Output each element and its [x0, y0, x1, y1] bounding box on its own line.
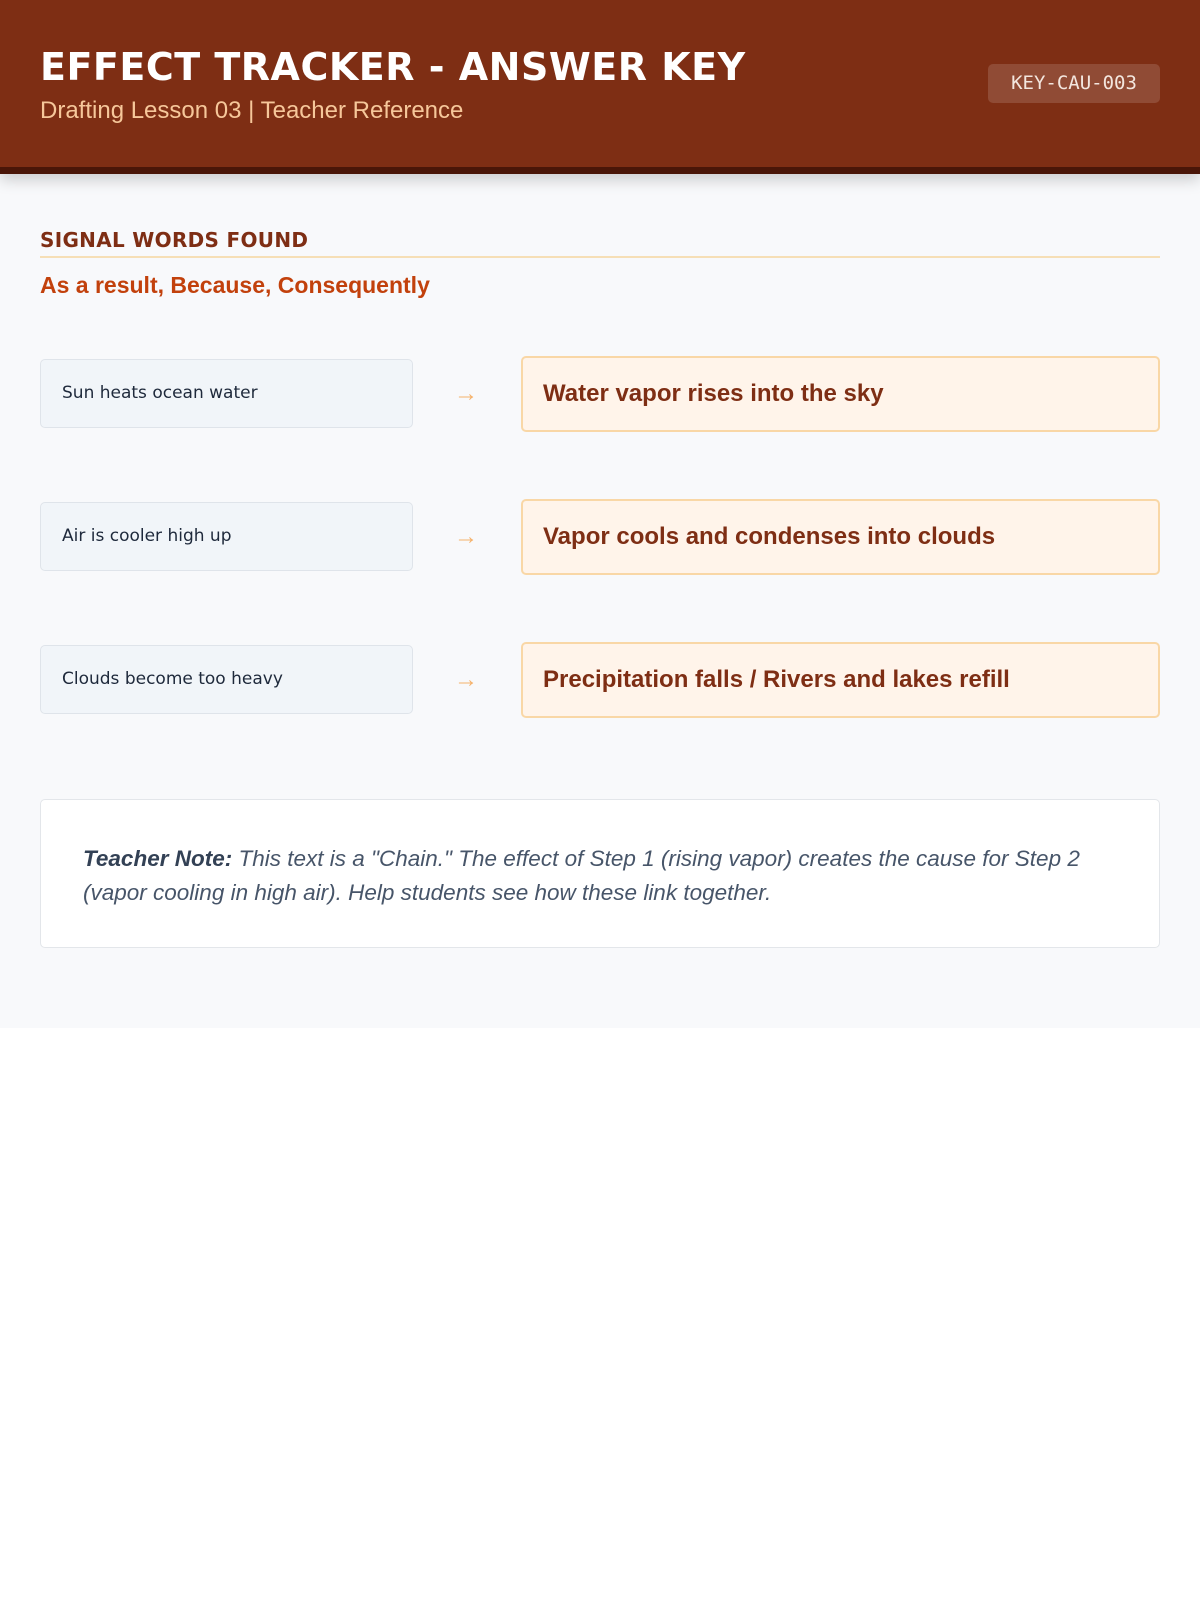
effect-box: Precipitation falls / Rivers and lakes refill [521, 642, 1160, 718]
cause-box: Clouds become too heavy [40, 645, 413, 714]
signal-words-label: SIGNAL WORDS FOUND [40, 228, 1160, 258]
key-code-badge: KEY-CAU-003 [988, 64, 1160, 103]
teacher-note-label: Teacher Note: [83, 846, 239, 871]
cause-effect-row-2 [40, 499, 1160, 575]
signal-words-section [40, 228, 1160, 299]
teacher-note-text: This text is a "Chain." The effect of Step 1 (rising vapor) creates the cause for Step 2 (vapor cooling in high air). Help students see how these link together. [83, 846, 1080, 905]
arrow-right-icon: → [454, 380, 478, 407]
cause-effect-row-3 [40, 642, 1160, 718]
page-header [0, 0, 1200, 174]
page-title: EFFECT TRACKER - ANSWER KEY [40, 45, 746, 89]
teacher-note [40, 799, 1160, 948]
page-subtitle: Drafting Lesson 03 | Teacher Reference [40, 97, 464, 124]
cause-effect-row-1 [40, 356, 1160, 432]
cause-box: Air is cooler high up [40, 502, 413, 571]
arrow-right-icon: → [454, 523, 478, 550]
cause-box: Sun heats ocean water [40, 359, 413, 428]
effect-box: Water vapor rises into the sky [521, 356, 1160, 432]
signal-words-list: As a result, Because, Consequently [40, 272, 430, 298]
effect-box: Vapor cools and condenses into clouds [521, 499, 1160, 575]
arrow-right-icon: → [454, 666, 478, 693]
